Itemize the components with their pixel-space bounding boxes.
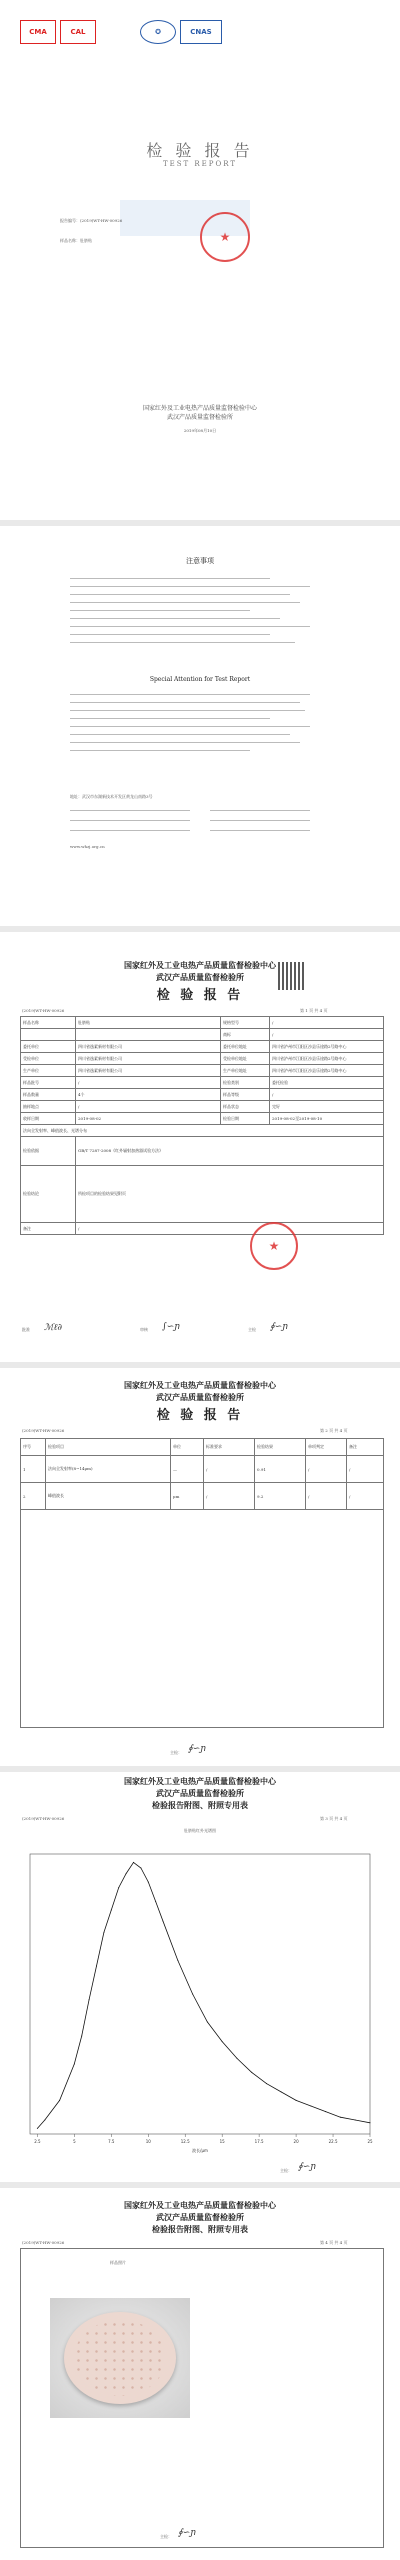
data-point bbox=[89, 1999, 90, 2000]
report-no: (2019)WT-HW-00926 bbox=[22, 1428, 65, 1433]
x-tick-label: 20 bbox=[293, 2139, 299, 2144]
signature-label: 主检： bbox=[280, 2168, 292, 2173]
data-point bbox=[177, 1960, 178, 1961]
data-point bbox=[370, 2122, 371, 2123]
table-row: 法向全发射率、峰值波长、光谱分布 bbox=[21, 1125, 384, 1137]
data-point bbox=[148, 1882, 149, 1883]
data-point bbox=[140, 1868, 141, 1869]
org-name: 国家红外及工业电热产品质量监督检验中心 bbox=[124, 960, 276, 970]
data-point bbox=[133, 1862, 134, 1863]
page-subtitle: 检验报告附图、附照专用表 bbox=[152, 1800, 248, 1810]
signature-inspect: ∮∽ɲ bbox=[178, 2528, 197, 2538]
table-row: 生产单位 四川省逸素新材有限公司 生产单位地址 四川省泸州市江阳区沙县乐途路2号路中心 bbox=[21, 1065, 384, 1077]
cal-logo: CAL bbox=[60, 20, 96, 44]
org-name-2: 武汉产品质量监督检验所 bbox=[156, 2212, 244, 2222]
x-tick-label: 5 bbox=[73, 2139, 76, 2144]
report-page-3 bbox=[0, 1772, 400, 2182]
series-line bbox=[37, 1862, 370, 2128]
x-tick-label: 25 bbox=[367, 2139, 373, 2144]
report-info-table bbox=[20, 1016, 384, 1235]
attention-page bbox=[0, 526, 400, 926]
report-no: (2019)WT-HW-00926 bbox=[22, 2240, 65, 2245]
page-no: 第 3 页 共 4 页 bbox=[320, 1816, 348, 1821]
data-point bbox=[296, 2100, 297, 2101]
report-page-2 bbox=[0, 1368, 400, 1766]
cover-date: 2019年08月10日 bbox=[183, 428, 217, 433]
table-row: 检验结论 所检项目的检验结果见附页 bbox=[21, 1166, 384, 1223]
data-point bbox=[340, 2117, 341, 2118]
data-point bbox=[236, 2058, 237, 2059]
data-point bbox=[163, 1921, 164, 1922]
report-title: 检 验 报 告 bbox=[156, 988, 244, 1003]
data-point bbox=[155, 1901, 156, 1902]
table-row: 样品批号 / 检验类别 委托检验 bbox=[21, 1077, 384, 1089]
qr-code bbox=[278, 962, 306, 990]
signature-inspect: ∮∽ɲ bbox=[270, 1322, 289, 1332]
page-no: 第 2 页 共 4 页 bbox=[320, 1428, 348, 1433]
cnas-logo: CNAS bbox=[180, 20, 222, 44]
spectrum-chart bbox=[0, 1834, 400, 2164]
data-point bbox=[222, 2041, 223, 2042]
cover-page bbox=[0, 0, 400, 520]
data-point bbox=[81, 2036, 82, 2037]
table-row: 1 法向全发射率(8~14μm) — / 0.91 / / bbox=[21, 1456, 384, 1483]
table-row: 2 峰值波长 μm / 9.2 / / bbox=[21, 1483, 384, 1510]
table-row: 样品数量 4个 样品等级 / bbox=[21, 1089, 384, 1101]
x-axis-label: 波长/μm bbox=[192, 2148, 208, 2153]
official-stamp: ★ bbox=[250, 1222, 298, 1270]
table-row: 备注 / bbox=[21, 1223, 384, 1235]
sample-photo bbox=[50, 2298, 190, 2418]
x-tick-label: 22.5 bbox=[328, 2139, 338, 2144]
data-point bbox=[266, 2083, 267, 2084]
x-tick-label: 10 bbox=[145, 2139, 151, 2144]
x-tick-label: 2.5 bbox=[34, 2139, 41, 2144]
table-header-row: 序号 检验项目 单位 标准要求 检验结果 单项判定 备注 bbox=[21, 1439, 384, 1456]
data-point bbox=[37, 2128, 38, 2129]
address-row: 地址：武汉市东湖新技术开发区黄龙山南路3号 bbox=[70, 794, 153, 799]
table-row: 样品名称 肚脐贴 规格型号 / bbox=[21, 1017, 384, 1029]
page-no: 第 1 页 共 4 页 bbox=[300, 1008, 328, 1013]
x-tick-label: 12.5 bbox=[180, 2139, 190, 2144]
data-point bbox=[355, 2120, 356, 2121]
chart-title: 肚脐贴红外光谱图 bbox=[184, 1828, 216, 1833]
cover-org: 国家红外及工业电热产品质量监督检验中心 bbox=[142, 405, 257, 412]
report-no-row: 报告编号：(2019)WT-HW-00926 bbox=[60, 218, 123, 223]
data-point bbox=[251, 2072, 252, 2073]
data-point bbox=[281, 2092, 282, 2093]
signature-inspect: ∮∽ɲ bbox=[188, 1744, 207, 1754]
signature-review: ∫∽ɲ bbox=[162, 1322, 181, 1332]
data-point bbox=[325, 2111, 326, 2112]
attention-heading: 注意事项 bbox=[186, 557, 214, 565]
data-point bbox=[74, 2064, 75, 2065]
data-point bbox=[96, 1966, 97, 1967]
plot-area bbox=[30, 1854, 373, 2153]
table-frame bbox=[20, 1438, 384, 1728]
org-name-2: 武汉产品质量监督检验所 bbox=[156, 972, 244, 982]
cert-logo: ✪ bbox=[140, 20, 176, 44]
data-point bbox=[103, 1932, 104, 1933]
data-point bbox=[118, 1887, 119, 1888]
cover-title-en: TEST REPORT bbox=[162, 160, 238, 168]
table-row: 委托单位 四川省逸素新材有限公司 委托单位地址 四川省泸州市江阳区沙县乐途路2号路中心 bbox=[21, 1041, 384, 1053]
table-row: 收样日期 2019-08-02 检验日期 2019-08-02至2019-08-10 bbox=[21, 1113, 384, 1125]
org-name: 国家红外及工业电热产品质量监督检验中心 bbox=[124, 1380, 276, 1390]
report-no: (2019)WT-HW-00926 bbox=[22, 1008, 65, 1013]
data-point bbox=[126, 1873, 127, 1874]
org-name-2: 武汉产品质量监督检验所 bbox=[156, 1392, 244, 1402]
data-point bbox=[59, 2100, 60, 2101]
table-row: 抽样地点 / 样品状态 完好 bbox=[21, 1101, 384, 1113]
cover-title: 检 验 报 告 bbox=[146, 141, 254, 160]
cma-logo: CMA bbox=[20, 20, 56, 44]
report-title: 检 验 报 告 bbox=[156, 1408, 244, 1423]
table-row: 检验依据 GB/T 7287-2008《红外辐射加热器试验方法》 bbox=[21, 1137, 384, 1166]
cover-org-2: 武汉产品质量监督检验所 bbox=[166, 414, 233, 421]
official-stamp: ★ bbox=[200, 212, 250, 262]
x-tick-label: 7.5 bbox=[108, 2139, 115, 2144]
org-name: 国家红外及工业电热产品质量监督检验中心 bbox=[124, 1776, 276, 1786]
org-name-2: 武汉产品质量监督检验所 bbox=[156, 1788, 244, 1798]
signature-inspect: ∮∽ɲ bbox=[298, 2162, 317, 2172]
data-point bbox=[111, 1910, 112, 1911]
data-point bbox=[44, 2120, 45, 2121]
sample-name-row: 样品名称：肚脐贴 bbox=[60, 238, 92, 243]
signature-label: 主检： bbox=[170, 1750, 182, 1755]
table-row: 商标 / bbox=[21, 1029, 384, 1041]
org-name: 国家红外及工业电热产品质量监督检验中心 bbox=[124, 2200, 276, 2210]
website: www.whzj.org.cn bbox=[70, 844, 105, 849]
plot-frame bbox=[30, 1854, 370, 2134]
report-no: (2019)WT-HW-00926 bbox=[22, 1816, 65, 1821]
data-point bbox=[310, 2106, 311, 2107]
table-row: 受检单位 四川省逸素新材有限公司 受检单位地址 四川省泸州市江阳区沙县乐途路2号路中心 bbox=[21, 1053, 384, 1065]
page-subtitle: 检验报告附图、附照专用表 bbox=[152, 2224, 248, 2234]
data-point bbox=[207, 2022, 208, 2023]
photo-label: 样品照片 bbox=[110, 2260, 126, 2265]
report-page-1 bbox=[0, 932, 400, 1362]
attention-heading-en: Special Attention for Test Report bbox=[149, 676, 251, 683]
page-no: 第 4 页 共 4 页 bbox=[320, 2240, 348, 2245]
x-tick-label: 17.5 bbox=[254, 2139, 264, 2144]
report-page-4 bbox=[0, 2188, 400, 2560]
signature-label: 主检： bbox=[160, 2534, 172, 2539]
signature-approve: ℳℓ∂ bbox=[44, 1323, 63, 1333]
x-tick-label: 15 bbox=[219, 2139, 225, 2144]
sig-approve-label: 批准 bbox=[22, 1327, 30, 1332]
sample-patch bbox=[64, 2312, 176, 2404]
sig-inspect-label: 主检 bbox=[248, 1327, 256, 1332]
sig-review-label: 审核 bbox=[140, 1327, 148, 1332]
data-point bbox=[192, 1994, 193, 1995]
